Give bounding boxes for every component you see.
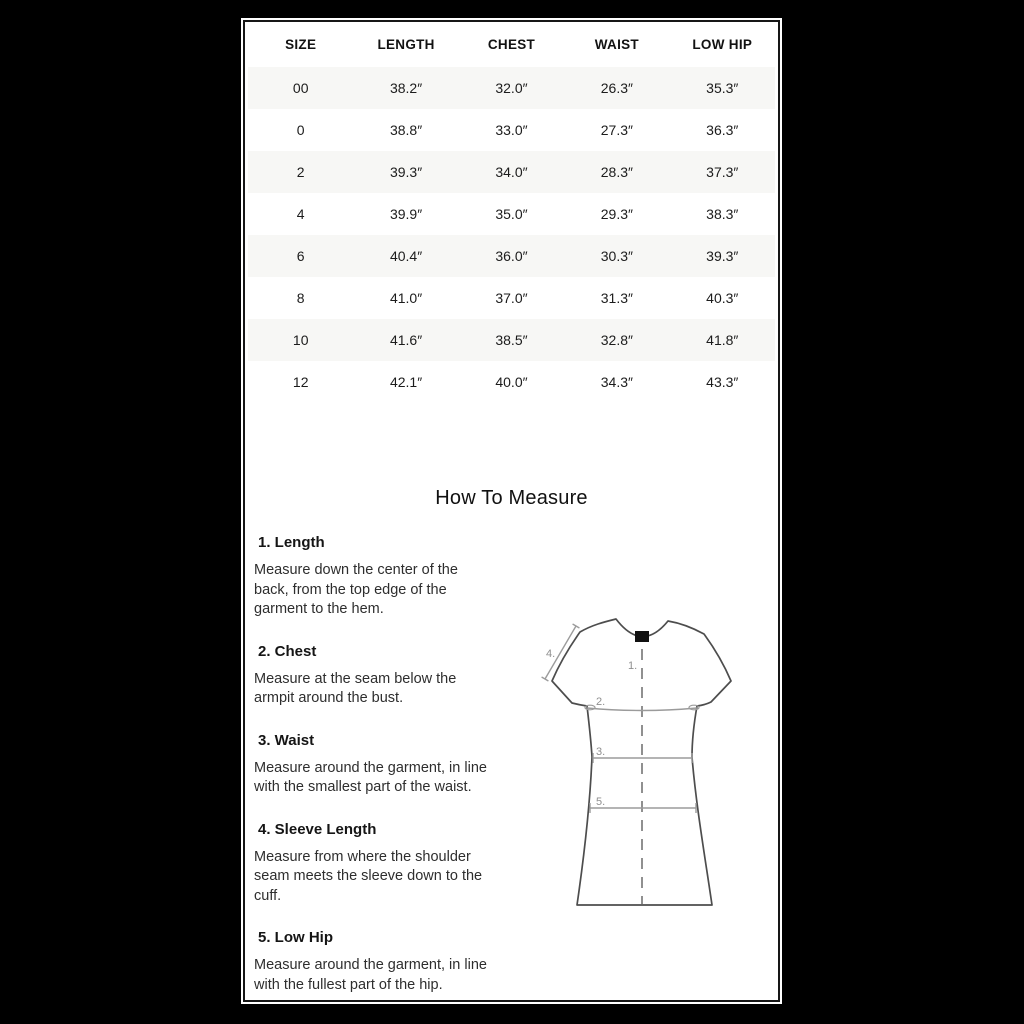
size-chart-table [248, 22, 775, 403]
section-heading: 4. Sleeve Length [258, 820, 377, 838]
dress-measurement-diagram [540, 605, 760, 920]
cell-value: 42.1″ [389, 374, 423, 390]
section-heading: 1. Length [258, 534, 325, 551]
table-row [248, 235, 775, 277]
column-header-waist: WAIST [594, 37, 639, 52]
cell-value: 28.3″ [600, 164, 633, 180]
cell-value: 34.0″ [495, 164, 528, 180]
size-guide-panel [243, 20, 780, 1002]
cell-value: 39.3″ [706, 248, 739, 264]
dress-diagram-svg [540, 605, 760, 920]
section-body: Measure around the garment, in line with the smallest part of the waist. [254, 759, 487, 795]
cell-value: 43.3″ [706, 374, 739, 390]
cell-value: 33.0″ [495, 122, 528, 138]
cell-size: 4 [296, 206, 305, 222]
cell-value: 38.2″ [389, 80, 423, 96]
cell-value: 36.3″ [706, 122, 739, 138]
cell-value: 38.3″ [706, 206, 739, 222]
cell-value: 31.3″ [600, 290, 633, 306]
cell-size: 12 [292, 374, 309, 390]
cell-value: 38.8″ [389, 122, 423, 138]
cell-size: 6 [296, 248, 305, 264]
how-to-measure-title: How To Measure [435, 487, 588, 509]
table-row [248, 361, 775, 403]
cell-value: 32.0″ [495, 80, 528, 96]
table-row [248, 151, 775, 193]
header-row [248, 22, 775, 67]
column-header-size: SIZE [285, 37, 317, 52]
cell-value: 27.3″ [600, 122, 633, 138]
cell-value: 41.6″ [389, 332, 423, 348]
table-row [248, 67, 775, 109]
cell-value: 35.3″ [706, 80, 739, 96]
cell-value: 34.3″ [600, 374, 633, 390]
cell-value: 40.4″ [389, 248, 423, 264]
cell-value: 38.5″ [495, 332, 528, 348]
diagram-label-sleeve: 4. [546, 648, 556, 660]
section-body: Measure around the garment, in line with the fullest part of the hip. [254, 957, 487, 993]
column-header-low-hip: LOW HIP [692, 37, 753, 52]
cell-size: 2 [296, 164, 305, 180]
diagram-label-waist: 3. [596, 746, 606, 758]
sleeve-tick-bottom [542, 677, 549, 681]
table-row [248, 109, 775, 151]
measure-section-low-hip [245, 929, 778, 995]
column-header-length: LENGTH [377, 37, 435, 52]
cell-size: 8 [296, 290, 305, 306]
cell-value: 37.0″ [495, 290, 528, 306]
cell-value: 40.3″ [706, 290, 739, 306]
cell-value: 29.3″ [600, 206, 633, 222]
cell-value: 39.9″ [389, 206, 423, 222]
cell-size: 00 [292, 80, 309, 96]
table-row [248, 319, 775, 361]
cell-value: 41.8″ [706, 332, 739, 348]
diagram-label-chest: 2. [596, 696, 606, 708]
column-header-chest: CHEST [487, 37, 536, 52]
section-heading: 3. Waist [258, 731, 315, 749]
cell-value: 32.8″ [600, 332, 633, 348]
cell-value: 39.3″ [389, 164, 423, 180]
cell-value: 40.0″ [495, 374, 528, 390]
sleeve-tick-top [573, 624, 580, 628]
section-body: Measure at the seam below the armpit around the bust. [254, 670, 457, 706]
section-body: Measure down the center of the back, from the top edge of the garment to the hem. [254, 562, 458, 617]
cell-value: 36.0″ [495, 248, 528, 264]
cell-value: 35.0″ [495, 206, 528, 222]
table-row [248, 193, 775, 235]
table-row [248, 277, 775, 319]
section-body: Measure from where the shoulder seam meets the sleeve down to the cuff. [254, 848, 483, 904]
cell-value: 30.3″ [600, 248, 633, 264]
cell-size: 10 [292, 332, 309, 348]
diagram-label-low-hip: 5. [596, 796, 606, 808]
cell-value: 41.0″ [389, 290, 423, 306]
cell-value: 26.3″ [600, 80, 633, 96]
section-heading: 2. Chest [258, 642, 317, 660]
size-chart-header [248, 22, 775, 67]
cell-size: 0 [296, 122, 305, 138]
neck-tag [635, 631, 649, 642]
cell-value: 37.3″ [706, 164, 739, 180]
section-heading: 5. Low Hip [258, 929, 333, 946]
diagram-label-length: 1. [628, 660, 638, 672]
